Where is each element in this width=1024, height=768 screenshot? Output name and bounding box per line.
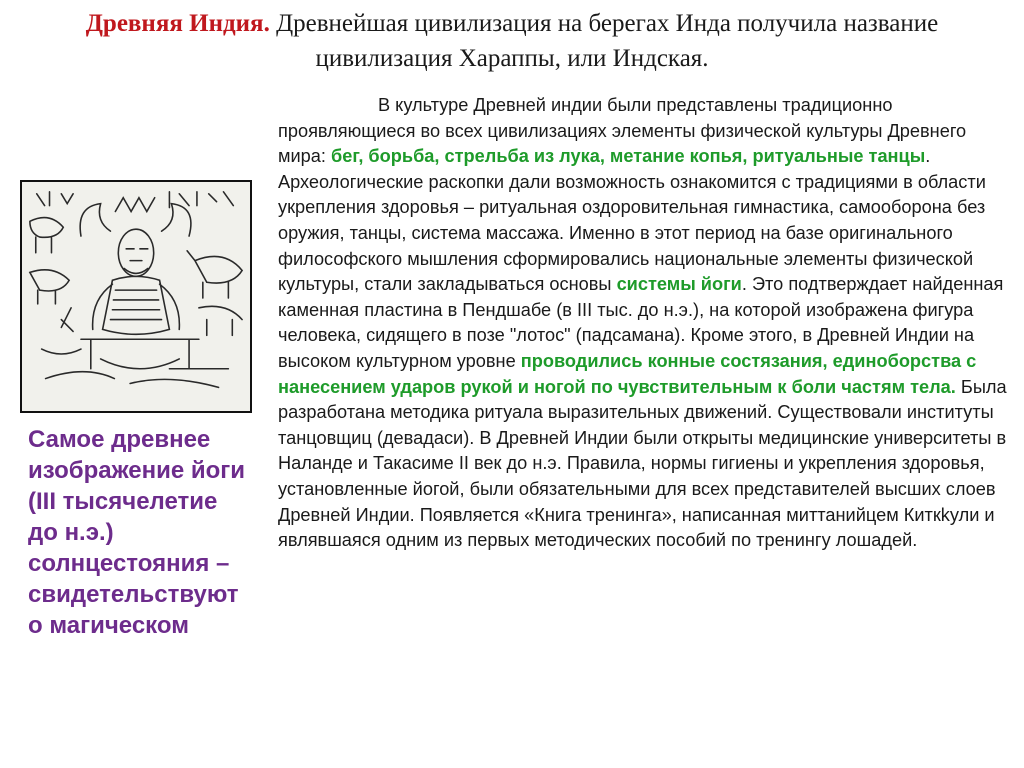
main-text	[278, 93, 1016, 554]
text-part-4: Была разработана методика ритуала выразительных движений. Существовали институты танцовщиц (девадаси). В Древней Индии были открыты медицинские университеты в Наланде и Такасиме II век до н.э. Правила, нормы гигиены и укрепления здоровья, установленные йогой, были обязательными для всех представителей высших слоев Древней Индии. Появляется «Книга тренинга», написанная миттанийцем Киткkули и являвшаяся одним из первых методических пособий по тренингу лошадей.	[278, 376, 1007, 551]
image-caption: Самое древнее изображение йоги (III тысячелетие до н.э.) солнцестояния – свидетельствуют о магическом	[28, 426, 246, 639]
text-part-2: . Археологические раскопки дали возможность ознакомится с традициями в области укрепления здоровья – ритуальная оздоровительная гимнастика, самооборона без оружия, танцы, система массажа. Именно в этот период на базе оригинального философского мышления сформировались национальные элементы физической культуры, стали закладываться основы	[278, 146, 986, 295]
highlight-competitions: проводились конные состязания, единоборства с нанесением ударов рукой и ногой по чувствительным к боли частям тела.	[278, 350, 977, 397]
text-part-3: . Это подтверждает найденная каменная пластина в Пендшабе (в III тыс. до н.э.), на которой изображена фигура человека, сидящего в позе "лотос" (падсамана). Кроме этого, в Древней Индии на высоком культурном уровне	[278, 274, 1004, 371]
title-text: Древнейшая цивилизация на берегах Инда получила название цивилизация Хараппы, или Индская.	[269, 10, 939, 72]
text-part-1: В культуре Древней индии были представлены традиционно проявляющиеся во всех цивилизациях элементы физической культуры Древнего мира:	[278, 95, 967, 167]
highlight-sports: бег, борьба, стрельба из лука, метание копья, ритуальные танцы	[331, 146, 926, 167]
seal-drawing	[22, 182, 250, 411]
slide-title	[40, 6, 984, 76]
ancient-seal-image	[20, 180, 252, 413]
highlight-yoga: системы йоги	[616, 274, 742, 295]
title-accent: Древняя Индия.	[85, 10, 270, 37]
